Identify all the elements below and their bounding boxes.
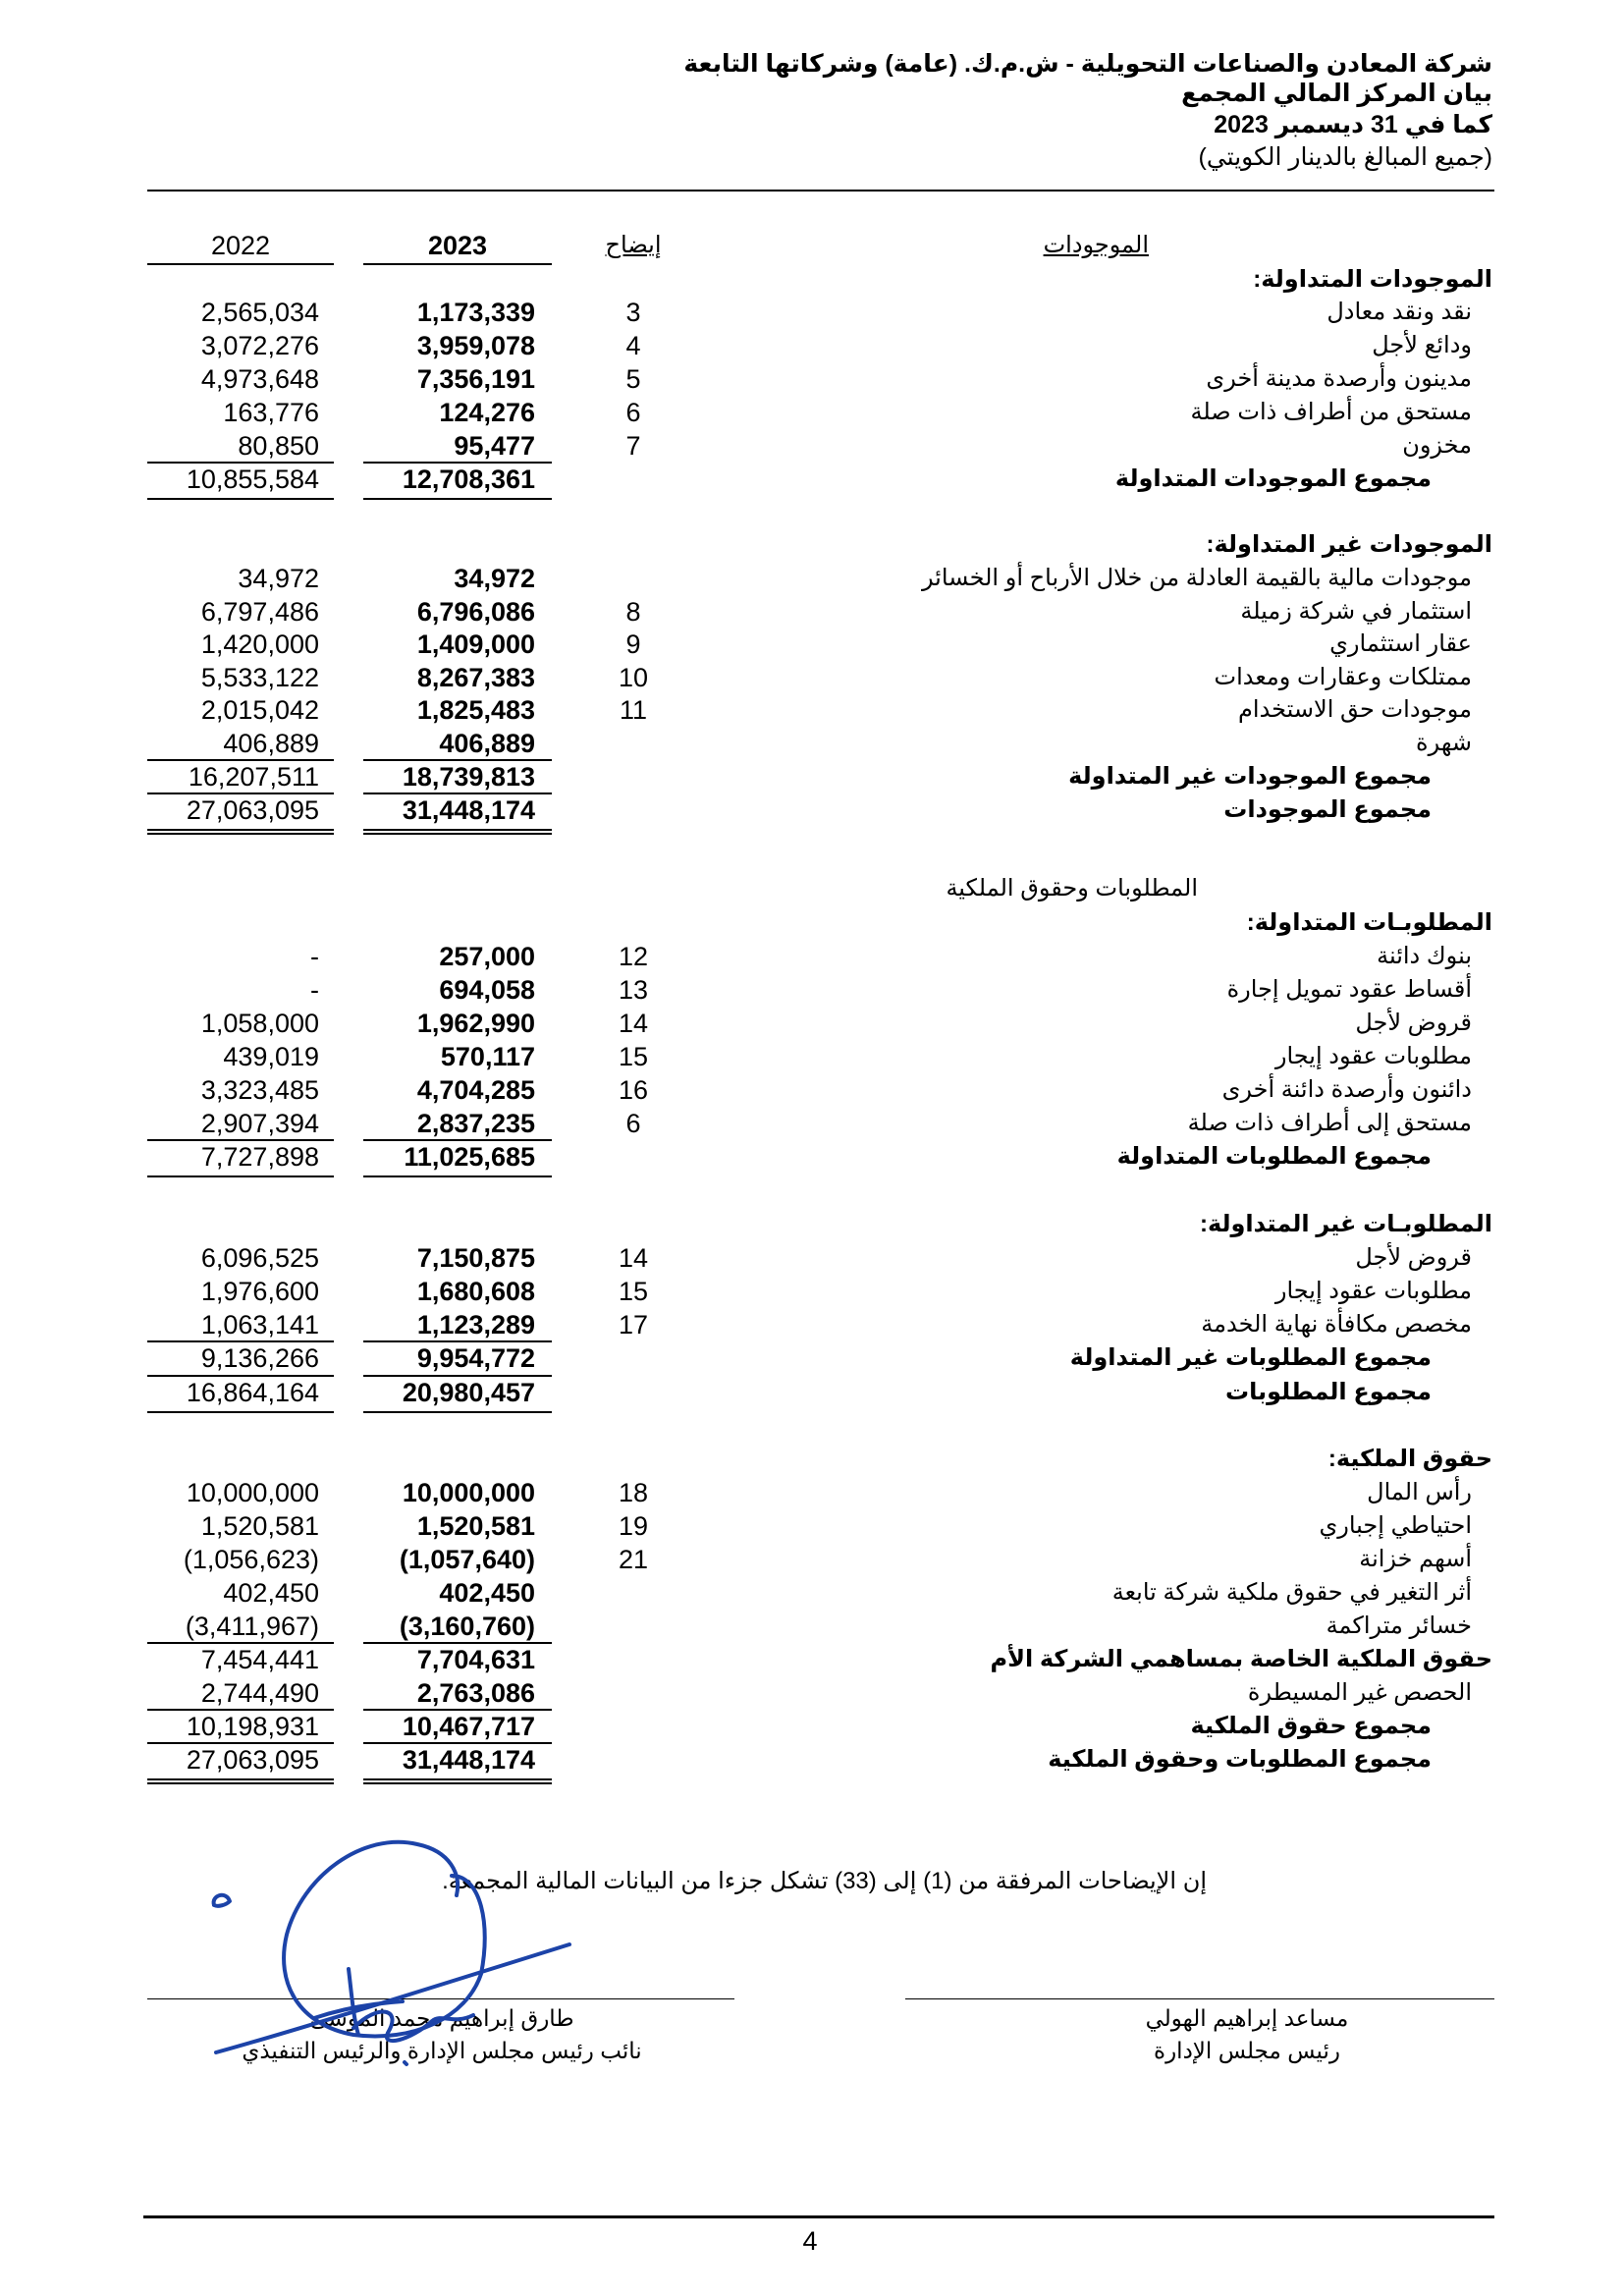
total-underline-2022: [147, 498, 334, 500]
value-2023: 7,356,191: [416, 364, 535, 394]
section-heading: المطلوبـات المتداولة:: [1246, 909, 1492, 936]
value-2022: 1,058,000: [200, 1009, 319, 1038]
line-item-label: موجودات مالية بالقيمة العادلة من خلال الأرباح أو الخسائر: [921, 565, 1472, 591]
line-item-label: بنوك دائنة: [1377, 943, 1472, 969]
signatory-left-name: طارق إبراهيم محمد الموسى: [309, 2005, 574, 2031]
column-note-header: إيضاح: [605, 232, 662, 258]
value-2023: 1,962,990: [416, 1009, 535, 1038]
line-item-label: موجودات حق الاستخدام: [1238, 696, 1472, 723]
page-number: 4: [802, 2226, 818, 2256]
value-2023: 1,825,483: [416, 695, 535, 725]
total-label: مجموع حقوق الملكية: [1190, 1713, 1432, 1739]
value-2022: 1,976,600: [200, 1277, 319, 1306]
value-2023: 8,267,383: [416, 663, 535, 692]
note-reference: 21: [618, 1545, 649, 1574]
value-2022: 1,420,000: [200, 629, 319, 659]
footer-divider: [143, 2215, 1494, 2218]
subtotal-rule-2022: [147, 793, 334, 794]
signatory-left-title: نائب رئيس مجلس الإدارة والرئيس التنفيذي: [242, 2038, 642, 2063]
subtotal-rule-2023: [363, 759, 552, 761]
grand-total-rule-2023: [363, 829, 552, 835]
column-2023-rule: [363, 263, 552, 265]
subtotal-rule-2023: [363, 1375, 552, 1377]
value-2023: 31,448,174: [402, 795, 535, 825]
subtotal-rule-2023: [363, 1709, 552, 1711]
line-item-label: مطلوبات عقود إيجار: [1274, 1278, 1472, 1304]
total-underline-2022: [147, 1411, 334, 1413]
value-2022: 80,850: [238, 431, 319, 461]
note-reference: 4: [625, 331, 641, 360]
total-underline-2023: [363, 498, 552, 500]
value-2023: 2,763,086: [416, 1678, 535, 1708]
company-name: شركة المعادن والصناعات التحويلية - ش.م.ك. (عامة) وشركاتها التابعة: [683, 50, 1492, 78]
value-2023: 12,708,361: [402, 465, 535, 494]
value-2023: (1,057,640): [399, 1545, 535, 1574]
value-2023: 95,477: [454, 431, 535, 461]
total-underline-2022: [147, 1175, 334, 1177]
value-2023: 3,959,078: [416, 331, 535, 360]
value-2022: 10,198,931: [186, 1712, 319, 1741]
value-2022: 439,019: [223, 1042, 319, 1071]
value-2023: 402,450: [439, 1578, 535, 1608]
value-2022: 10,000,000: [186, 1478, 319, 1507]
section-title: المطلوبات وحقوق الملكية: [946, 875, 1198, 902]
total-label: مجموع الموجودات المتداولة: [1114, 465, 1432, 492]
value-2023: (3,160,760): [399, 1612, 535, 1641]
subtotal-rule-2022: [147, 1139, 334, 1141]
value-2022: -: [310, 975, 319, 1005]
subtotal-rule-2023: [363, 1642, 552, 1644]
line-item-label: مستحق من أطراف ذات صلة: [1190, 399, 1472, 425]
section-assets-header: الموجودات: [1043, 232, 1149, 258]
value-2023: 11,025,685: [404, 1142, 535, 1172]
line-item-label: ودائع لأجل: [1372, 332, 1472, 358]
line-item-label: شهرة: [1416, 730, 1472, 756]
section-heading: حقوق الملكية:: [1327, 1446, 1492, 1472]
note-reference: 14: [618, 1009, 649, 1038]
value-2022: 7,727,898: [200, 1142, 319, 1172]
value-2023: 34,972: [454, 564, 535, 593]
line-item-label: أقساط عقود تمويل إجارة: [1226, 976, 1472, 1003]
line-item-label: أثر التغير في حقوق ملكية شركة تابعة: [1111, 1579, 1472, 1606]
note-reference: 16: [618, 1075, 649, 1105]
value-2023: 1,520,581: [416, 1511, 535, 1541]
line-item-label: ممتلكات وعقارات ومعدات: [1214, 664, 1472, 690]
note-reference: 15: [618, 1042, 649, 1071]
value-2023: 9,954,772: [416, 1343, 535, 1373]
line-item-label: رأس المال: [1367, 1479, 1472, 1505]
value-2022: 16,864,164: [186, 1378, 319, 1407]
value-2022: 406,889: [223, 729, 319, 758]
value-2022: (3,411,967): [185, 1612, 319, 1641]
grand-total-rule-2022: [147, 1778, 334, 1784]
statement-date: كما في 31 ديسمبر 2023: [1214, 111, 1492, 138]
subtotal-rule-2022: [147, 1375, 334, 1377]
line-item-label: قروض لأجل: [1355, 1244, 1472, 1271]
note-reference: 6: [625, 1109, 641, 1138]
total-label: مجموع المطلوبات المتداولة: [1116, 1143, 1432, 1170]
handwritten-signature: [196, 1807, 609, 2082]
value-2023: 2,837,235: [416, 1109, 535, 1138]
subtotal-rule-2022: [147, 1709, 334, 1711]
value-2022: 2,015,042: [200, 695, 319, 725]
value-2023: 1,123,289: [416, 1310, 535, 1339]
note-reference: 11: [619, 695, 648, 725]
value-2022: 27,063,095: [186, 1745, 319, 1775]
signatory-right-name: مساعد إبراهيم الهولي: [1145, 2005, 1349, 2031]
note-reference: 8: [625, 597, 641, 627]
value-2022: 10,855,584: [186, 465, 319, 494]
value-2022: 16,207,511: [188, 762, 319, 792]
value-2022: 1,063,141: [200, 1310, 319, 1339]
line-item-label: مدينون وأرصدة مدينة أخرى: [1206, 365, 1472, 392]
value-2022: 7,454,441: [200, 1645, 319, 1674]
value-2023: 20,980,457: [402, 1378, 535, 1407]
note-reference: 6: [625, 398, 641, 427]
section-heading: المطلوبـات غير المتداولة:: [1199, 1211, 1492, 1237]
value-2023: 31,448,174: [402, 1745, 535, 1775]
note-reference: 14: [618, 1243, 649, 1273]
total-label: مجموع المطلوبات غير المتداولة: [1069, 1344, 1432, 1371]
value-2023: 694,058: [439, 975, 535, 1005]
signatory-right-title: رئيس مجلس الإدارة: [1154, 2038, 1340, 2063]
column-2022-rule: [147, 263, 334, 265]
value-2023: 6,796,086: [416, 597, 535, 627]
total-label: مجموع الموجودات: [1223, 796, 1432, 823]
subtotal-rule-2023: [363, 1139, 552, 1141]
value-2023: 4,704,285: [416, 1075, 535, 1105]
line-item-label: قروض لأجل: [1355, 1010, 1472, 1036]
section-heading: الموجودات المتداولة:: [1253, 266, 1492, 293]
note-reference: 12: [618, 942, 649, 971]
value-2022: 27,063,095: [186, 795, 319, 825]
value-2022: 4,973,648: [200, 364, 319, 394]
note-reference: 3: [625, 298, 641, 327]
value-2022: 9,136,266: [200, 1343, 319, 1373]
note-reference: 10: [618, 663, 649, 692]
grand-total-rule-2022: [147, 829, 334, 835]
column-2022-header: 2022: [210, 231, 271, 260]
value-2023: 1,680,608: [416, 1277, 535, 1306]
line-item-label: دائنون وأرصدة دائنة أخرى: [1221, 1076, 1472, 1103]
line-item-label: استثمار في شركة زميلة: [1240, 598, 1472, 625]
value-2022: 402,450: [223, 1578, 319, 1608]
value-2022: 6,797,486: [200, 597, 319, 627]
subtotal-rule-2022: [147, 1340, 334, 1342]
value-2023: 1,173,339: [416, 298, 535, 327]
value-2023: 570,117: [440, 1042, 535, 1071]
line-item-label: احتياطي إجباري: [1319, 1512, 1472, 1539]
value-2022: 1,520,581: [200, 1511, 319, 1541]
total-underline-2023: [363, 1175, 552, 1177]
line-item-label: أسهم خزانة: [1359, 1546, 1472, 1572]
line-item-label: نقد ونقد معادل: [1326, 299, 1472, 325]
subtotal-rule-2022: [147, 1642, 334, 1644]
value-2022: 163,776: [223, 398, 319, 427]
value-2022: 2,744,490: [200, 1678, 319, 1708]
value-2023: 10,467,717: [402, 1712, 535, 1741]
value-2023: 7,704,631: [416, 1645, 535, 1674]
value-2022: 6,096,525: [200, 1243, 319, 1273]
line-item-label: مطلوبات عقود إيجار: [1274, 1043, 1472, 1069]
subtotal-rule-2022: [147, 1742, 334, 1744]
note-reference: 17: [618, 1310, 649, 1339]
subtotal-rule-2023: [363, 1742, 552, 1744]
note-reference: 13: [618, 975, 649, 1005]
total-label: مجموع الموجودات غير المتداولة: [1068, 763, 1432, 790]
total-label: مجموع المطلوبات: [1224, 1379, 1432, 1405]
line-item-label: عقار استثماري: [1329, 630, 1472, 657]
total-label: مجموع المطلوبات وحقوق الملكية: [1048, 1746, 1432, 1773]
value-2022: 3,072,276: [200, 331, 319, 360]
value-2023: 406,889: [439, 729, 535, 758]
value-2022: 2,565,034: [200, 298, 319, 327]
statement-title: بيان المركز المالي المجمع: [1181, 80, 1492, 107]
note-reference: 7: [625, 431, 641, 461]
line-item-label: مخصص مكافأة نهاية الخدمة: [1201, 1311, 1472, 1338]
subtotal-rule-2023: [363, 462, 552, 464]
header-divider: [147, 190, 1494, 191]
subtotal-rule-2023: [363, 793, 552, 794]
subtotal-rule-2023: [363, 1340, 552, 1342]
line-item-label: مخزون: [1402, 432, 1472, 459]
signature-line-right: [905, 1998, 1494, 1999]
total-underline-2023: [363, 1411, 552, 1413]
note-reference: 5: [625, 364, 641, 394]
value-2023: 10,000,000: [402, 1478, 535, 1507]
value-2023: 7,150,875: [416, 1243, 535, 1273]
value-2022: -: [310, 942, 319, 971]
value-2023: 257,000: [439, 942, 535, 971]
note-reference: 18: [618, 1478, 649, 1507]
value-2023: 18,739,813: [402, 762, 535, 792]
value-2022: 5,533,122: [200, 663, 319, 692]
line-item-label: خسائر متراكمة: [1326, 1613, 1472, 1639]
value-2022: 34,972: [238, 564, 319, 593]
line-item-label: الحصص غير المسيطرة: [1247, 1679, 1472, 1706]
note-reference: 15: [618, 1277, 649, 1306]
value-2023: 124,276: [439, 398, 535, 427]
section-heading: الموجودات غير المتداولة:: [1206, 531, 1492, 558]
value-2022: 2,907,394: [200, 1109, 319, 1138]
subtotal-rule-2022: [147, 759, 334, 761]
value-2022: 3,323,485: [200, 1075, 319, 1105]
footnote: إن الإيضاحات المرفقة من (1) إلى (33) تشكل جزءا من البيانات المالية المجمعة.: [442, 1868, 1207, 1894]
grand-total-rule-2023: [363, 1778, 552, 1784]
line-item-label: حقوق الملكية الخاصة بمساهمي الشركة الأم: [990, 1646, 1492, 1672]
value-2022: (1,056,623): [183, 1545, 319, 1574]
subtotal-rule-2022: [147, 462, 334, 464]
line-item-label: مستحق إلى أطراف ذات صلة: [1187, 1110, 1472, 1136]
column-2023-header: 2023: [427, 231, 488, 260]
note-reference: 19: [618, 1511, 649, 1541]
currency-note: (جميع المبالغ بالدينار الكويتي): [1198, 143, 1492, 171]
value-2023: 1,409,000: [416, 629, 535, 659]
note-reference: 9: [625, 629, 641, 659]
